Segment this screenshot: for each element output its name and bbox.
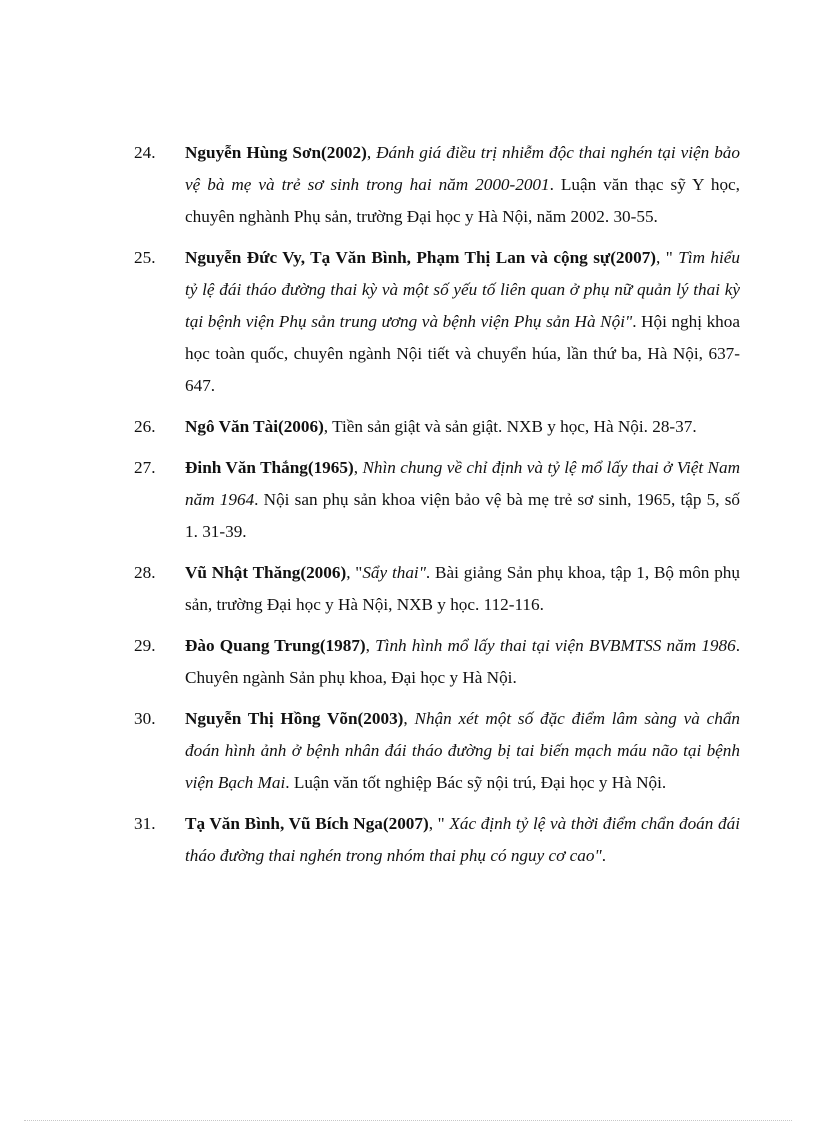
reference-details: , <box>403 709 415 728</box>
reference-details: . Nội san phụ sản khoa viện bảo vệ bà mẹ trẻ sơ sinh, 1965, tập 5, số 1. 31-39. <box>185 490 740 541</box>
reference-title: Đánh giá điều trị nhiễm độc thai nghén tại viện bảo vệ bà mẹ và trẻ sơ sinh trong hai năm 2000-2001 <box>185 143 740 194</box>
reference-number: 27. <box>134 458 156 477</box>
reference-entry <box>134 137 740 233</box>
reference-details: , " <box>656 248 679 267</box>
reference-authors: Vũ Nhật Thăng(2006) <box>185 563 347 582</box>
reference-details: . Luận văn thạc sỹ Y học, chuyên nghành Phụ sản, trường Đại học y Hà Nội, năm 2002. 30-55. <box>185 175 740 226</box>
reference-authors: Nguyễn Hùng Sơn(2002) <box>185 143 367 162</box>
reference-text <box>185 557 740 621</box>
reference-entry <box>134 703 740 799</box>
reference-authors: Đào Quang Trung(1987) <box>185 636 366 655</box>
reference-details: , " <box>346 563 363 582</box>
reference-details: , <box>353 458 363 477</box>
reference-entry <box>134 452 740 548</box>
reference-text <box>185 703 740 799</box>
reference-title: Nhìn chung về chỉ định và tỷ lệ mổ lấy thai ở Việt Nam năm 1964 <box>185 458 741 509</box>
reference-list <box>134 137 740 881</box>
reference-text <box>185 808 740 872</box>
reference-entry <box>134 242 740 402</box>
reference-number: 28. <box>134 563 156 582</box>
reference-entry <box>134 557 740 621</box>
reference-details: , Tiền sản giật và sản giật. NXB y học, Hà Nội. 28-37. <box>323 417 697 436</box>
reference-title: Nhận xét một số đặc điểm lâm sàng và chẩn đoán hình ảnh ở bệnh nhân đái tháo đường bị tai biến mạch máu não tại bệnh viện Bạch Mai <box>185 709 741 792</box>
reference-title: Tình hình mổ lấy thai tại viện BVBMTSS năm 1986 <box>375 636 736 655</box>
reference-title: Xác định tỷ lệ và thời điểm chẩn đoán đái tháo đường thai nghén trong nhóm thai phụ có nguy cơ cao" <box>185 814 740 865</box>
reference-details: . <box>601 846 606 865</box>
reference-entry <box>134 808 740 872</box>
reference-details: , " <box>428 814 450 833</box>
reference-authors: Nguyễn Đức Vy, Tạ Văn Bình, Phạm Thị Lan và cộng sự(2007) <box>185 248 657 267</box>
reference-number: 25. <box>134 248 156 267</box>
reference-details: , <box>366 143 377 162</box>
reference-number: 30. <box>134 709 156 728</box>
reference-details: , <box>365 636 376 655</box>
reference-number: 26. <box>134 417 156 436</box>
reference-authors: Nguyễn Thị Hồng Võn(2003) <box>185 709 404 728</box>
reference-entry <box>134 630 740 694</box>
reference-authors: Đinh Văn Thắng(1965) <box>185 458 354 477</box>
reference-details: . Bài giảng Sản phụ khoa, tập 1, Bộ môn phụ sản, trường Đại học y Hà Nội, NXB y học. 112-116. <box>185 563 740 614</box>
reference-authors: Ngô Văn Tài(2006) <box>185 417 324 436</box>
reference-number: 31. <box>134 814 156 833</box>
reference-details: . Chuyên ngành Sản phụ khoa, Đại học y Hà Nội. <box>185 636 740 687</box>
reference-title: Sẩy thai" <box>362 563 426 582</box>
reference-text <box>185 137 740 233</box>
reference-number: 24. <box>134 143 156 162</box>
page-bottom-rule <box>24 1120 792 1121</box>
reference-entry <box>134 411 740 443</box>
reference-text <box>185 630 740 694</box>
reference-text <box>185 242 740 402</box>
reference-text <box>185 452 740 548</box>
reference-number: 29. <box>134 636 156 655</box>
reference-details: . Luận văn tốt nghiệp Bác sỹ nội trú, Đại học y Hà Nội. <box>285 773 667 792</box>
reference-text <box>185 411 740 443</box>
reference-details: . Hội nghị khoa học toàn quốc, chuyên ngành Nội tiết và chuyển húa, lần thứ ba, Hà Nội, 637-647. <box>185 312 740 395</box>
reference-title: Tìm hiểu tỷ lệ đái tháo đường thai kỳ và một số yếu tố liên quan ở phụ nữ quản lý thai kỳ tại bệnh viện Phụ sản trung ương và bệnh viện Phụ sản Hà Nội" <box>185 248 741 331</box>
reference-authors: Tạ Văn Bình, Vũ Bích Nga(2007) <box>185 814 429 833</box>
